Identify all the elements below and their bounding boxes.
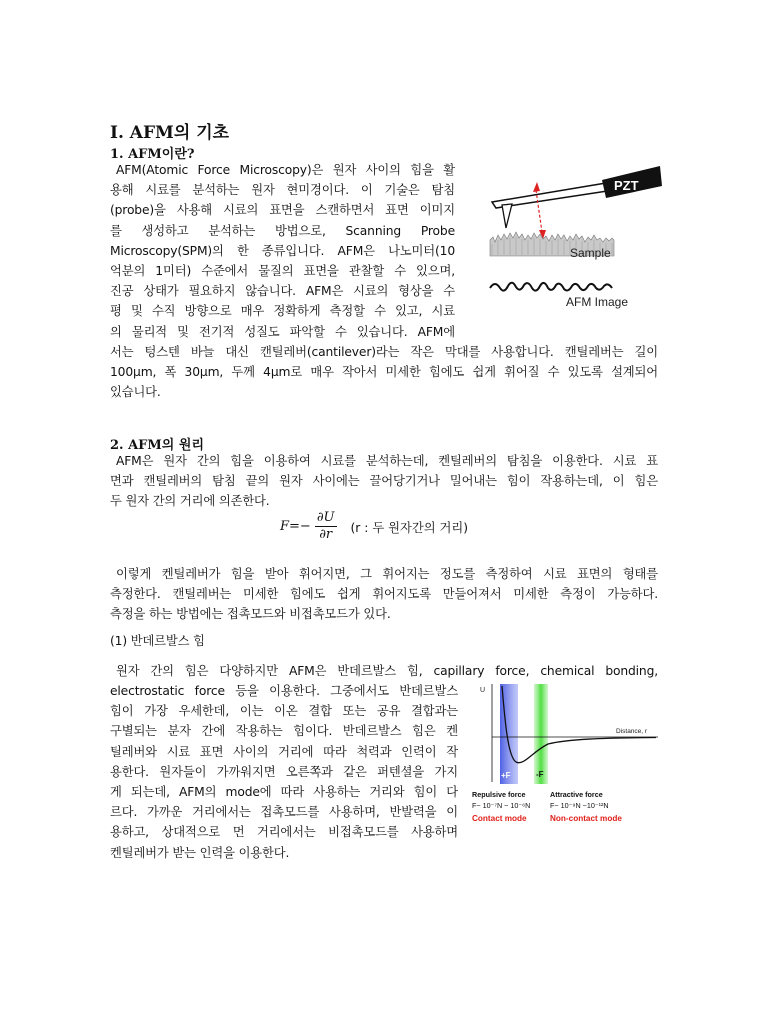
text-line: 게 되는데, AFM의 mode에 따라 사용하는 거리와 힘이 다	[110, 785, 458, 800]
attractive-range: F~ 10⁻⁹N ~10⁻¹²N	[550, 801, 609, 810]
text-line: 용해 시료를 분석하는 원자 현미경이다. 이 기술은 탐침	[110, 183, 455, 198]
text-line: (probe)을 사용해 시료의 표면을 스캔하면서 표면 이미지	[110, 203, 455, 218]
noncontact-mode-label: Non-contact mode	[550, 814, 622, 823]
section1-heading: 1. AFM이란?	[110, 147, 195, 162]
potential-energy-figure	[472, 682, 662, 828]
section1-paragraph-wrapped	[110, 160, 455, 342]
text-line: electrostatic force 등을 이용한다. 그중에서도 반데르발스	[110, 684, 458, 698]
minus-f-label: -F	[536, 770, 544, 779]
text-line: 서는 텅스텐 바늘 대신 캔틸레버(cantilever)라는 작은 막대를 사용합니다. 캔틸레버는 길이	[110, 345, 658, 359]
contact-mode-label: Contact mode	[472, 814, 527, 823]
text-line: 르다. 가까운 거리에서는 접촉모드를 사용하며, 반발력을 이	[110, 805, 458, 820]
text-line: 있습니다.	[110, 385, 161, 400]
text-line: Microscopy(SPM)의 한 종류입니다. AFM은 나노미터(10	[110, 243, 455, 258]
text-line: AFM은 원자 간의 힘을 이용하여 시료를 분석하는데, 켄틸레버의 탐침을 이용한다. 시료 표	[116, 454, 658, 468]
text-line: 구별되는 분자 간에 작용하는 힘이다. 반데르발스 힘은 켄	[110, 724, 458, 739]
text-line: 이렇게 켄틸레버가 힘을 받아 휘어지면, 그 휘어지는 정도를 측정하여 시료 표면의 형태를	[116, 567, 658, 581]
text-line: 측정한다. 캔틸레버는 미세한 힘에도 쉽게 휘어지도록 만들어져서 미세한 측정이 가능하다.	[110, 587, 658, 602]
attractive-band	[534, 684, 548, 784]
repulsive-force-label: Repulsive force	[472, 790, 526, 799]
plus-f-label: +F	[501, 771, 511, 780]
text-line: 의 물리적 및 전기적 성질도 파악할 수 있습니다. AFM에	[110, 324, 455, 339]
y-axis-label: U	[480, 687, 486, 694]
subsection-heading: (1) 반데르발스 힘	[110, 634, 205, 648]
text-line: 를 생성하고 분석하는 방법으로, Scanning Probe	[110, 223, 455, 238]
text-line: 억분의 1미터) 수준에서 물질의 표면을 관찰할 수 있으며,	[110, 264, 455, 279]
formula-fraction	[315, 510, 337, 543]
afm-image-label: AFM Image	[566, 295, 629, 309]
text-line: 원자 간의 힘은 다양하지만 AFM은 반데르발스 힘, capillary force, chemical bonding,	[116, 664, 658, 678]
text-line: 용하고, 상대적으로 먼 거리에서는 비접촉모드를 사용하며	[110, 825, 458, 840]
text-line: AFM(Atomic Force Microscopy)은 원자 사이의 힘을 활	[116, 163, 455, 177]
text-line: 측정을 하는 방법에는 접촉모드와 비접촉모드가 있다.	[110, 607, 391, 622]
formula-numerator: ∂U	[316, 510, 335, 525]
text-line: 진공 상태가 필요하지 않습니다. AFM은 시료의 형상을 수	[110, 284, 455, 299]
text-line: 켄틸레버가 받는 인력을 이용한다.	[110, 845, 290, 860]
force-formula	[280, 510, 468, 543]
text-line: 두 원자 간의 거리에 의존한다.	[110, 494, 270, 509]
formula-condition: (r : 두 원자간의 거리)	[350, 520, 469, 535]
potential-curve	[502, 686, 656, 763]
attractive-force-label: Attractive force	[550, 790, 603, 799]
text-line: 100μm, 폭 30μm, 두께 4μm로 매우 작아서 미세한 힘에도 쉽게 휘어질 수 있도록 설계되어	[110, 365, 658, 380]
formula-lhs: F=−	[280, 519, 311, 534]
arrow-head-up	[533, 182, 540, 192]
text-line: 용한다. 원자들이 가까워지면 오른쪽과 같은 퍼텐셜을 가지	[110, 764, 458, 779]
chapter-title: Ⅰ. AFM의 기초	[110, 123, 230, 143]
text-line: 힘이 가장 우세한데, 이는 이온 결합 또는 공유 결합과는	[110, 704, 458, 719]
pzt-label: PZT	[614, 178, 639, 193]
repulsive-range: F~ 10⁻⁷N ~ 10⁻⁶N	[472, 801, 531, 810]
x-axis-label: Distance, r	[616, 728, 648, 735]
section2-paragraph	[110, 451, 658, 512]
section1-paragraph-full	[110, 342, 658, 403]
afm-image-trace	[490, 283, 612, 291]
section2-paragraph-2	[110, 564, 658, 625]
afm-schematic-figure	[462, 160, 662, 320]
probe-tip	[502, 204, 512, 228]
text-line: 면과 캔틸레버의 탐침 끝의 원자 사이에는 끌어당기거나 밀어내는 힘이 작용하는데, 이 힘은	[110, 474, 658, 489]
subsection-first-line	[110, 661, 658, 681]
text-line: 틸레버와 시료 표면 사이의 거리에 따라 척력과 인력이 작	[110, 744, 458, 759]
subsection-paragraph	[110, 681, 458, 863]
sample-label: Sample	[570, 246, 611, 260]
text-line: 평 및 수직 방향으로 매우 정확하게 측정할 수 있고, 시료	[110, 304, 455, 319]
section2-heading: 2. AFM의 원리	[110, 438, 205, 453]
formula-denominator: ∂r	[319, 527, 333, 542]
